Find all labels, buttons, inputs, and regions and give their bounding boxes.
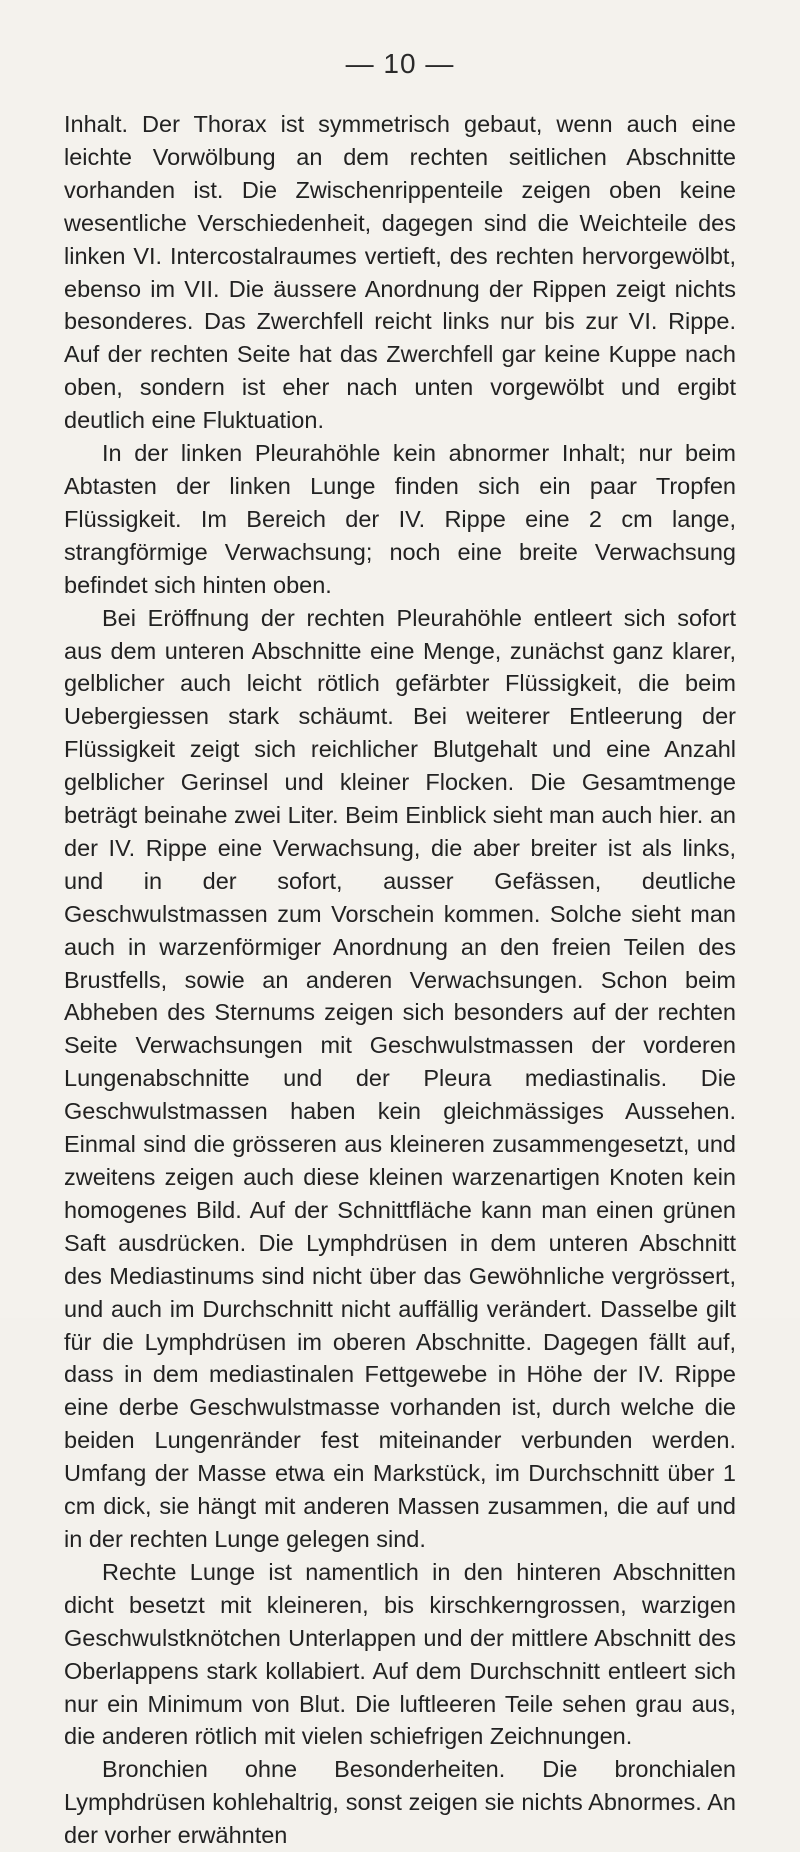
paragraph-thorax: Inhalt. Der Thorax ist symmetrisch gebaut, wenn auch eine leichte Vorwölbung an dem rechten seitlichen Abschnitte vorhanden ist. Die Zwischenrippenteile zeigen oben keine wesentliche Verschiedenheit, dagegen sind die Weichteile des linken VI. Intercostalraumes vertieft, des rechten hervorgewölbt, ebenso im VII. Die äussere Anordnung der Rippen zeigt nichts besonderes. Das Zwerchfell reicht links nur bis zur VI. Rippe. Auf der rechten Seite hat das Zwerchfell gar keine Kuppe nach oben, sondern ist eher nach unten vorgewölbt und ergibt deutlich eine Fluktuation. (64, 111, 736, 434)
paragraph-right-pleura: Bei Eröffnung der rechten Pleurahöhle entleert sich sofort aus dem unteren Abschnitte eine Menge, zunächst ganz klarer, gelblicher auch leicht rötlich gefärbter Flüssigkeit, die beim Uebergiessen stark schäumt. Bei weiterer Entleerung der Flüssigkeit zeigt sich reichlicher Blutgehalt und eine Anzahl gelblicher Gerinsel und kleiner Flocken. Die Gesamtmenge beträgt beinahe zwei Liter. Beim Einblick sieht man auch hier. an der IV. Rippe eine Verwachsung, die aber breiter ist als links, und in der sofort, ausser Gefässen, deutliche Geschwulstmassen zum Vorschein kommen. Solche sieht man auch in warzenförmiger Anordnung an den freien Teilen des Brustfells, sowie an anderen Verwachsungen. Schon beim Abheben des Sternums zeigen sich besonders auf der rechten Seite Verwachsungen mit Geschwulstmassen der vorderen Lungenabschnitte und der Pleura mediastinalis. Die Geschwulstmassen haben kein gleichmässiges Aussehen. Einmal sind die grösseren aus kleineren zusammengesetzt, und zweitens zeigen auch diese kleinen warzenartigen Knoten kein homogenes Bild. Auf der Schnittfläche kann man einen grünen Saft ausdrücken. Die Lymphdrüsen in dem unteren Abschnitt des Mediastinums sind nicht über das Gewöhnliche vergrössert, und auch im Durchschnitt nicht auffällig verändert. Dasselbe gilt für die Lymphdrüsen im oberen Abschnitte. Dagegen fällt auf, dass in dem mediastinalen Fettgewebe in Höhe der IV. Rippe eine derbe Geschwulstmasse vorhanden ist, durch welche die beiden Lungenränder fest miteinander verbunden werden. Umfang der Masse etwa ein Markstück, im Durchschnitt über 1 cm dick, sie hängt mit anderen Massen zusammen, die auf und in der rechten Lunge gelegen sind. (64, 604, 736, 1552)
body-text (64, 108, 736, 1852)
page-number: — 10 — (345, 48, 455, 79)
paragraph-right-lung: Rechte Lunge ist namentlich in den hinteren Abschnitten dicht besetzt mit kleineren, bis kirschkerngrossen, warzigen Geschwulstknötchen Unterlappen und der mittlere Abschnitt des Oberlappens stark kollabiert. Auf dem Durchschnitt entleert sich nur ein Minimum von Blut. Die luftleeren Teile sehen grau aus, die anderen rötlich mit vielen schiefrigen Zeichnungen. (64, 1558, 736, 1750)
paragraph-bronchien: Bronchien ohne Besonderheiten. Die bronchialen Lymphdrüsen kohlehaltrig, sonst zeigen sie nichts Abnormes. An der vorher erwähnten (64, 1756, 736, 1849)
paragraph-left-pleura: In der linken Pleurahöhle kein abnormer Inhalt; nur beim Abtasten der linken Lunge finden sich ein paar Tropfen Flüssigkeit. Im Bereich der IV. Rippe eine 2 cm lange, strangförmige Verwachsung; noch eine breite Verwachsung befindet sich hinten oben. (64, 440, 736, 598)
